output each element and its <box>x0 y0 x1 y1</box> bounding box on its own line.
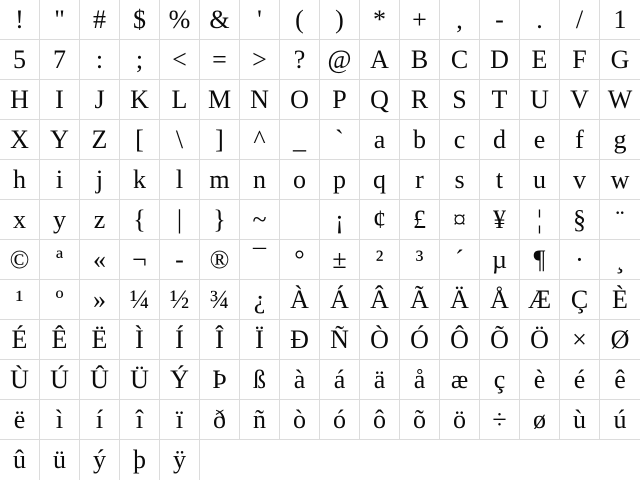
glyph-cell[interactable]: ß <box>240 360 280 400</box>
glyph-cell[interactable]: ê <box>600 360 640 400</box>
glyph-cell[interactable]: a <box>360 120 400 160</box>
glyph-cell[interactable]: w <box>600 160 640 200</box>
glyph-cell[interactable]: , <box>440 0 480 40</box>
glyph-cell[interactable]: Ø <box>600 320 640 360</box>
glyph-cell[interactable]: Ò <box>360 320 400 360</box>
glyph-cell[interactable]: ö <box>440 400 480 440</box>
glyph-cell[interactable]: { <box>120 200 160 240</box>
glyph-cell[interactable]: ¤ <box>440 200 480 240</box>
glyph-cell[interactable]: > <box>240 40 280 80</box>
glyph-cell[interactable]: ' <box>240 0 280 40</box>
glyph-cell[interactable]: £ <box>400 200 440 240</box>
empty-area <box>600 440 640 480</box>
glyph-cell[interactable]: ì <box>40 400 80 440</box>
glyph-cell[interactable]: õ <box>400 400 440 440</box>
glyph-cell[interactable]: Ú <box>40 360 80 400</box>
glyph-cell[interactable]: k <box>120 160 160 200</box>
glyph-cell[interactable]: / <box>560 0 600 40</box>
glyph-cell[interactable]: Â <box>360 280 400 320</box>
glyph-cell[interactable]: Y <box>40 120 80 160</box>
glyph-cell[interactable]: y <box>40 200 80 240</box>
glyph-cell[interactable]: ë <box>0 400 40 440</box>
glyph-cell[interactable]: ü <box>40 440 80 480</box>
glyph-cell[interactable]: ; <box>120 40 160 80</box>
glyph-cell[interactable]: \ <box>160 120 200 160</box>
glyph-cell[interactable]: ª <box>40 240 80 280</box>
glyph-cell[interactable]: Ñ <box>320 320 360 360</box>
glyph-cell[interactable]: } <box>200 200 240 240</box>
glyph-cell[interactable]: ¯ <box>240 240 280 280</box>
glyph-cell[interactable]: ä <box>360 360 400 400</box>
glyph-cell[interactable]: ± <box>320 240 360 280</box>
glyph-cell[interactable]: ¹ <box>0 280 40 320</box>
glyph-cell[interactable]: ÿ <box>160 440 200 480</box>
glyph-cell[interactable]: W <box>600 80 640 120</box>
glyph-cell[interactable]: B <box>400 40 440 80</box>
glyph-cell[interactable]: - <box>160 240 200 280</box>
glyph-cell[interactable]: ? <box>280 40 320 80</box>
glyph-cell[interactable]: t <box>480 160 520 200</box>
empty-area <box>240 440 280 480</box>
glyph-cell[interactable]: Ó <box>400 320 440 360</box>
glyph-cell[interactable]: ( <box>280 0 320 40</box>
empty-area <box>440 440 480 480</box>
glyph-cell[interactable]: C <box>440 40 480 80</box>
glyph-cell[interactable]: h <box>0 160 40 200</box>
glyph-cell[interactable]: þ <box>120 440 160 480</box>
glyph-cell[interactable]: 1 <box>600 0 640 40</box>
glyph-cell[interactable]: Ü <box>120 360 160 400</box>
glyph-cell[interactable]: Ì <box>120 320 160 360</box>
glyph-cell[interactable]: " <box>40 0 80 40</box>
glyph-cell[interactable]: ñ <box>240 400 280 440</box>
glyph-cell[interactable]: v <box>560 160 600 200</box>
glyph-cell[interactable]: V <box>560 80 600 120</box>
glyph-cell[interactable]: & <box>200 0 240 40</box>
glyph-cell[interactable]: T <box>480 80 520 120</box>
glyph-cell[interactable]: n <box>240 160 280 200</box>
glyph-cell[interactable]: Ð <box>280 320 320 360</box>
glyph-cell[interactable]: @ <box>320 40 360 80</box>
glyph-cell[interactable]: è <box>520 360 560 400</box>
glyph-cell[interactable]: e <box>520 120 560 160</box>
glyph-cell[interactable]: ý <box>80 440 120 480</box>
glyph-cell[interactable]: $ <box>120 0 160 40</box>
glyph-cell[interactable]: Ê <box>40 320 80 360</box>
glyph-cell[interactable]: ¼ <box>120 280 160 320</box>
glyph-cell[interactable]: u <box>520 160 560 200</box>
glyph-cell[interactable]: m <box>200 160 240 200</box>
glyph-cell[interactable]: x <box>0 200 40 240</box>
glyph-cell[interactable]: R <box>400 80 440 120</box>
glyph-cell[interactable]: J <box>80 80 120 120</box>
glyph-cell[interactable]: ´ <box>440 240 480 280</box>
glyph-cell[interactable]: Z <box>80 120 120 160</box>
glyph-cell[interactable]: Ö <box>520 320 560 360</box>
glyph-cell[interactable]: Þ <box>200 360 240 400</box>
glyph-cell[interactable]: % <box>160 0 200 40</box>
glyph-cell[interactable]: Á <box>320 280 360 320</box>
glyph-cell[interactable]: º <box>40 280 80 320</box>
empty-area <box>280 440 320 480</box>
glyph-cell[interactable]: i <box>40 160 80 200</box>
glyph-cell[interactable]: b <box>400 120 440 160</box>
glyph-cell[interactable]: N <box>240 80 280 120</box>
glyph-cell[interactable]: ! <box>0 0 40 40</box>
glyph-cell[interactable]: Ã <box>400 280 440 320</box>
glyph-cell[interactable]: r <box>400 160 440 200</box>
glyph-cell[interactable]: © <box>0 240 40 280</box>
glyph-cell[interactable]: O <box>280 80 320 120</box>
glyph-cell[interactable]: Ô <box>440 320 480 360</box>
glyph-cell[interactable]: < <box>160 40 200 80</box>
glyph-cell[interactable]: ¡ <box>320 200 360 240</box>
glyph-cell[interactable]: ³ <box>400 240 440 280</box>
glyph-cell[interactable]: ù <box>560 400 600 440</box>
glyph-cell[interactable]: F <box>560 40 600 80</box>
glyph-cell[interactable]: M <box>200 80 240 120</box>
glyph-cell[interactable]: - <box>480 0 520 40</box>
glyph-cell[interactable]: K <box>120 80 160 120</box>
glyph-cell[interactable]: æ <box>440 360 480 400</box>
glyph-cell[interactable]: X <box>0 120 40 160</box>
glyph-cell[interactable]: µ <box>480 240 520 280</box>
glyph-cell[interactable]: ¦ <box>520 200 560 240</box>
glyph-cell[interactable]: « <box>80 240 120 280</box>
glyph-cell[interactable]: ó <box>320 400 360 440</box>
glyph-cell[interactable]: Î <box>200 320 240 360</box>
glyph-cell[interactable]: È <box>600 280 640 320</box>
glyph-cell[interactable]: ò <box>280 400 320 440</box>
glyph-cell[interactable]: ð <box>200 400 240 440</box>
glyph-cell[interactable]: Õ <box>480 320 520 360</box>
glyph-cell[interactable]: å <box>400 360 440 400</box>
glyph-cell[interactable]: á <box>320 360 360 400</box>
glyph-cell[interactable]: Ä <box>440 280 480 320</box>
glyph-cell[interactable]: × <box>560 320 600 360</box>
glyph-cell[interactable]: ô <box>360 400 400 440</box>
glyph-cell[interactable]: D <box>480 40 520 80</box>
glyph-cell[interactable]: Ý <box>160 360 200 400</box>
glyph-cell[interactable]: ç <box>480 360 520 400</box>
glyph-cell[interactable]: g <box>600 120 640 160</box>
glyph-cell[interactable]: . <box>520 0 560 40</box>
glyph-cell[interactable]: à <box>280 360 320 400</box>
empty-area <box>200 440 240 480</box>
glyph-cell[interactable]: I <box>40 80 80 120</box>
empty-area <box>320 440 360 480</box>
glyph-cell[interactable]: ¢ <box>360 200 400 240</box>
glyph-cell[interactable]: c <box>440 120 480 160</box>
glyph-cell[interactable]: | <box>160 200 200 240</box>
glyph-cell[interactable]: l <box>160 160 200 200</box>
glyph-cell[interactable]: ÷ <box>480 400 520 440</box>
empty-area <box>560 440 600 480</box>
glyph-cell[interactable]: # <box>80 0 120 40</box>
glyph-cell[interactable]: d <box>480 120 520 160</box>
glyph-cell[interactable]: ` <box>320 120 360 160</box>
glyph-cell[interactable]: j <box>80 160 120 200</box>
glyph-cell[interactable]: ° <box>280 240 320 280</box>
glyph-cell[interactable]: 7 <box>40 40 80 80</box>
glyph-cell[interactable]: G <box>600 40 640 80</box>
glyph-cell[interactable]: ) <box>320 0 360 40</box>
glyph-cell[interactable]: · <box>560 240 600 280</box>
glyph-cell[interactable]: ½ <box>160 280 200 320</box>
glyph-cell[interactable]: ¬ <box>120 240 160 280</box>
empty-area <box>480 440 520 480</box>
glyph-cell[interactable]: § <box>560 200 600 240</box>
glyph-cell[interactable]: Û <box>80 360 120 400</box>
glyph-cell-blank[interactable] <box>280 200 320 240</box>
glyph-cell[interactable]: = <box>200 40 240 80</box>
glyph-cell[interactable]: ø <box>520 400 560 440</box>
glyph-cell[interactable]: ¸ <box>600 240 640 280</box>
glyph-cell[interactable]: S <box>440 80 480 120</box>
glyph-cell[interactable]: ~ <box>240 200 280 240</box>
glyph-cell[interactable]: Ï <box>240 320 280 360</box>
glyph-cell[interactable]: ² <box>360 240 400 280</box>
glyph-cell[interactable]: Å <box>480 280 520 320</box>
glyph-cell[interactable]: é <box>560 360 600 400</box>
glyph-cell[interactable]: ï <box>160 400 200 440</box>
glyph-cell[interactable]: A <box>360 40 400 80</box>
glyph-cell[interactable]: f <box>560 120 600 160</box>
empty-area <box>400 440 440 480</box>
glyph-cell[interactable]: ¥ <box>480 200 520 240</box>
glyph-cell[interactable]: Ë <box>80 320 120 360</box>
glyph-cell[interactable]: 5 <box>0 40 40 80</box>
glyph-cell[interactable]: o <box>280 160 320 200</box>
glyph-cell[interactable]: ¾ <box>200 280 240 320</box>
glyph-cell[interactable]: q <box>360 160 400 200</box>
glyph-cell[interactable]: U <box>520 80 560 120</box>
empty-area <box>360 440 400 480</box>
glyph-cell[interactable]: í <box>80 400 120 440</box>
glyph-cell[interactable]: s <box>440 160 480 200</box>
glyph-cell[interactable]: + <box>400 0 440 40</box>
glyph-cell[interactable]: _ <box>280 120 320 160</box>
glyph-cell[interactable]: î <box>120 400 160 440</box>
empty-area <box>520 440 560 480</box>
glyph-cell[interactable]: ¨ <box>600 200 640 240</box>
glyph-cell[interactable]: ® <box>200 240 240 280</box>
glyph-cell[interactable]: Æ <box>520 280 560 320</box>
glyph-cell[interactable]: p <box>320 160 360 200</box>
glyph-cell[interactable]: ¿ <box>240 280 280 320</box>
glyph-cell[interactable]: Í <box>160 320 200 360</box>
glyph-cell[interactable]: û <box>0 440 40 480</box>
glyph-cell[interactable]: É <box>0 320 40 360</box>
glyph-cell[interactable]: P <box>320 80 360 120</box>
glyph-cell[interactable]: ¶ <box>520 240 560 280</box>
glyph-cell[interactable]: Ç <box>560 280 600 320</box>
glyph-cell[interactable]: ú <box>600 400 640 440</box>
glyph-cell[interactable]: Q <box>360 80 400 120</box>
glyph-cell[interactable]: z <box>80 200 120 240</box>
glyph-cell[interactable]: Ù <box>0 360 40 400</box>
glyph-cell[interactable]: E <box>520 40 560 80</box>
glyph-cell[interactable]: L <box>160 80 200 120</box>
glyph-cell[interactable]: À <box>280 280 320 320</box>
glyph-cell[interactable]: H <box>0 80 40 120</box>
glyph-cell[interactable]: : <box>80 40 120 80</box>
glyph-cell[interactable]: * <box>360 0 400 40</box>
glyph-cell[interactable]: [ <box>120 120 160 160</box>
glyph-cell[interactable]: ] <box>200 120 240 160</box>
glyph-cell[interactable]: » <box>80 280 120 320</box>
glyph-cell[interactable]: ^ <box>240 120 280 160</box>
